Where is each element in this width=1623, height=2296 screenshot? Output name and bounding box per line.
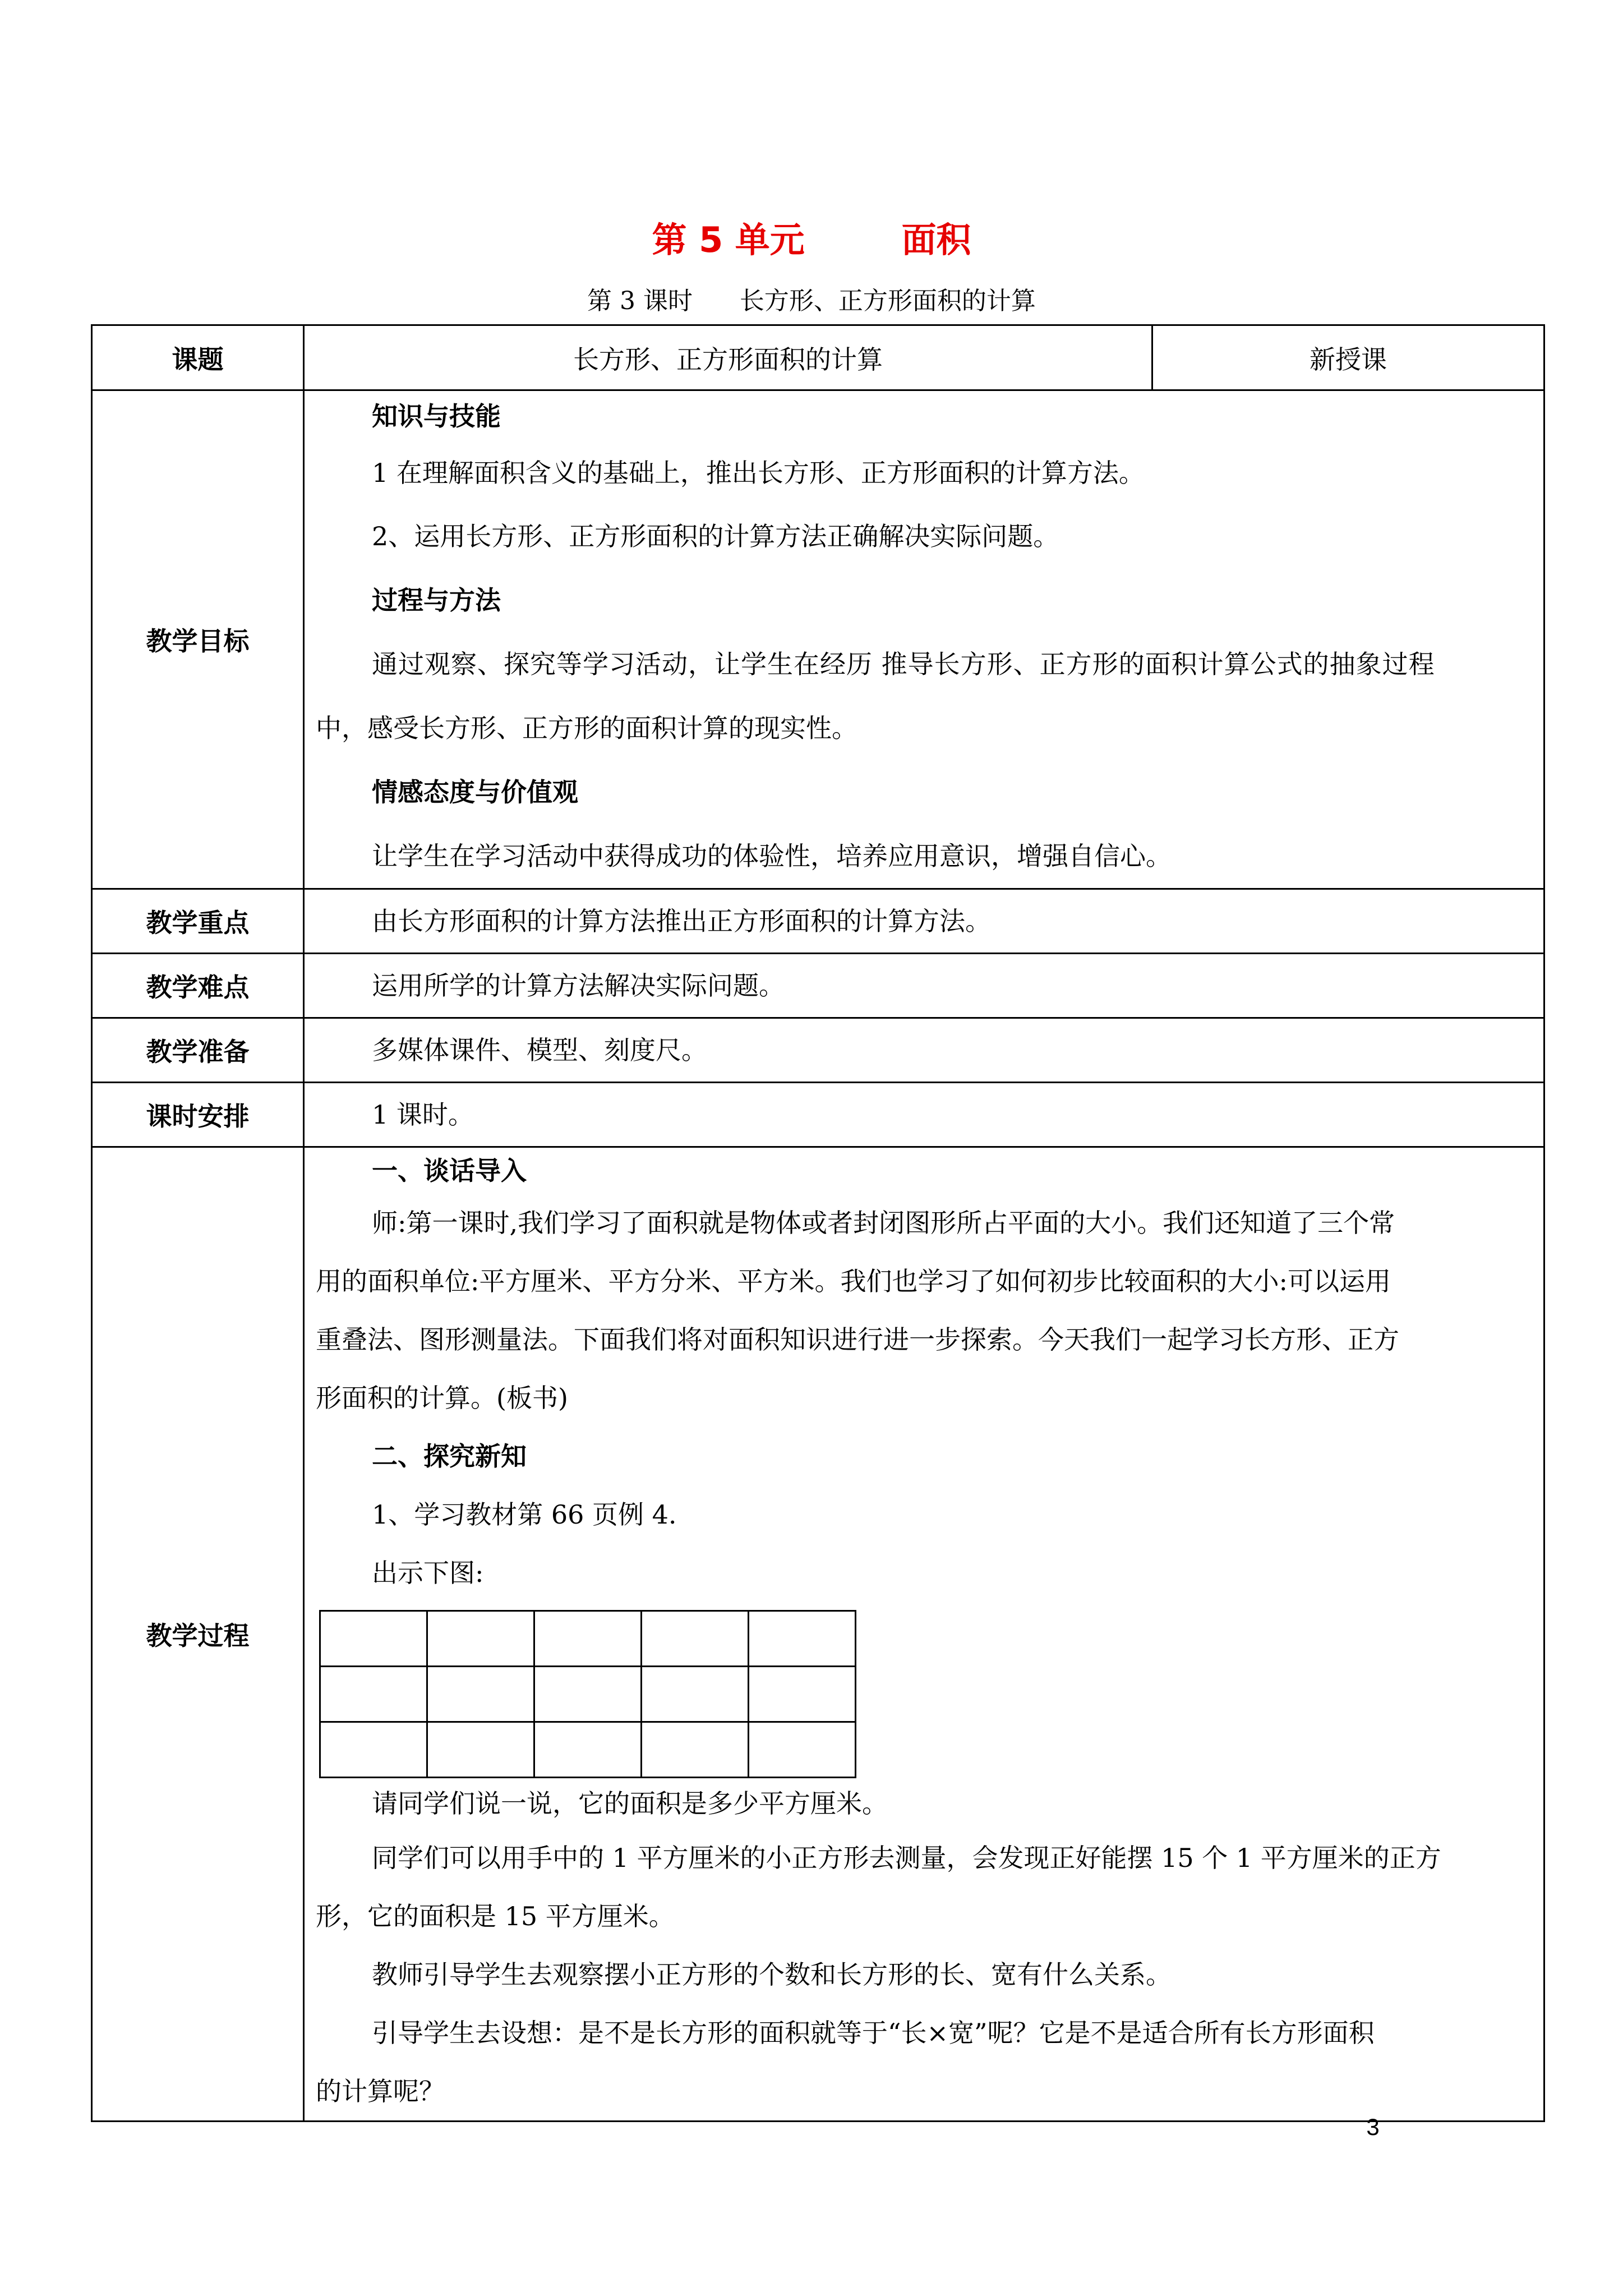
lesson-type: 新授课	[1152, 325, 1544, 390]
step-1: 1、学习教材第 66 页例 4.	[372, 1499, 677, 1530]
preparation-label: 教学准备	[92, 1018, 304, 1083]
difficulty-text: 运用所学的计算方法解决实际问题。	[372, 970, 785, 1001]
page-number: 3	[1366, 2114, 1380, 2140]
process-heading: 过程与方法	[372, 585, 501, 615]
knowledge-item-2: 2、运用长方形、正方形面积的计算方法正确解决实际问题。	[372, 521, 1059, 551]
schedule-label: 课时安排	[92, 1083, 304, 1147]
objectives-content	[304, 390, 1544, 889]
measure-line-1: 同学们可以用手中的 1 平方厘米的小正方形去测量，会发现正好能摆 15 个 1 平方厘米的正方	[372, 1843, 1441, 1873]
grid-row	[320, 1722, 856, 1778]
objectives-row	[92, 390, 1544, 889]
section-1-heading: 一、谈话导入	[372, 1156, 527, 1186]
grid-cell	[749, 1722, 856, 1778]
grid-cell	[320, 1667, 427, 1722]
key-point-row	[92, 889, 1544, 954]
grid-cell	[749, 1611, 856, 1667]
grid-row	[320, 1667, 856, 1722]
topic-label: 课题	[92, 325, 304, 390]
unit-square-grid	[319, 1610, 856, 1778]
measure-line-2: 形，它的面积是 15 平方厘米。	[316, 1901, 675, 1931]
attitude-heading: 情感态度与价值观	[372, 777, 578, 807]
process-line-2: 中，感受长方形、正方形的面积计算的现实性。	[316, 713, 857, 743]
process-row	[92, 1147, 1544, 2122]
difficulty-row	[92, 954, 1544, 1018]
ask-area: 请同学们说一说，它的面积是多少平方厘米。	[372, 1788, 888, 1819]
lesson-plan-table	[91, 324, 1545, 2122]
objectives-label: 教学目标	[92, 390, 304, 889]
preparation-row	[92, 1018, 1544, 1083]
show-figure: 出示下图:	[372, 1558, 484, 1588]
intro-line-1: 师:第一课时,我们学习了面积就是物体或者封闭图形所占平面的大小。我们还知道了三个常	[372, 1208, 1395, 1238]
grid-cell	[642, 1667, 749, 1722]
grid-cell	[427, 1722, 534, 1778]
grid-cell	[534, 1611, 642, 1667]
knowledge-item-1: 1 在理解面积含义的基础上，推出长方形、正方形面积的计算方法。	[372, 458, 1145, 488]
guide-line-2: 的计算呢？	[316, 2076, 445, 2106]
schedule-text: 1 课时。	[372, 1099, 474, 1130]
grid-cell	[534, 1722, 642, 1778]
process-label: 教学过程	[92, 1147, 304, 2122]
process-line-1: 通过观察、探究等学习活动，让学生在经历 推导长方形、正方形的面积计算公式的抽象过程	[372, 649, 1435, 679]
difficulty-label: 教学难点	[92, 954, 304, 1018]
grid-cell	[320, 1611, 427, 1667]
guide-line-1: 引导学生去设想：是不是长方形的面积就等于“长×宽”呢？它是不是适合所有长方形面积	[372, 2018, 1375, 2048]
section-2-heading: 二、探究新知	[372, 1441, 527, 1471]
preparation-text: 多媒体课件、模型、刻度尺。	[372, 1035, 707, 1065]
knowledge-heading: 知识与技能	[372, 401, 501, 431]
grid-row	[320, 1611, 856, 1667]
grid-cell	[642, 1611, 749, 1667]
lesson-subtitle: 第 3 课时 长方形、正方形面积的计算	[587, 287, 1036, 315]
topic-row	[92, 325, 1544, 390]
grid-cell	[427, 1611, 534, 1667]
guide-observe: 教师引导学生去观察摆小正方形的个数和长方形的长、宽有什么关系。	[372, 1959, 1172, 1990]
grid-cell	[749, 1667, 856, 1722]
key-point-text: 由长方形面积的计算方法推出正方形面积的计算方法。	[372, 906, 991, 936]
topic-value: 长方形、正方形面积的计算	[304, 325, 1152, 390]
schedule-row	[92, 1083, 1544, 1147]
unit-title: 第 5 单元 面积	[652, 219, 971, 260]
intro-line-3: 重叠法、图形测量法。下面我们将对面积知识进行进一步探索。今天我们一起学习长方形、正方	[316, 1324, 1399, 1355]
attitude-text: 让学生在学习活动中获得成功的体验性，培养应用意识，增强自信心。	[372, 841, 1172, 871]
key-point-label: 教学重点	[92, 889, 304, 954]
grid-cell	[320, 1722, 427, 1778]
intro-line-4: 形面积的计算。(板书)	[316, 1383, 568, 1413]
process-content	[304, 1147, 1544, 2122]
intro-line-2: 用的面积单位:平方厘米、平方分米、平方米。我们也学习了如何初步比较面积的大小:可以运用	[316, 1266, 1391, 1296]
grid-cell	[534, 1667, 642, 1722]
grid-cell	[427, 1667, 534, 1722]
grid-cell	[642, 1722, 749, 1778]
